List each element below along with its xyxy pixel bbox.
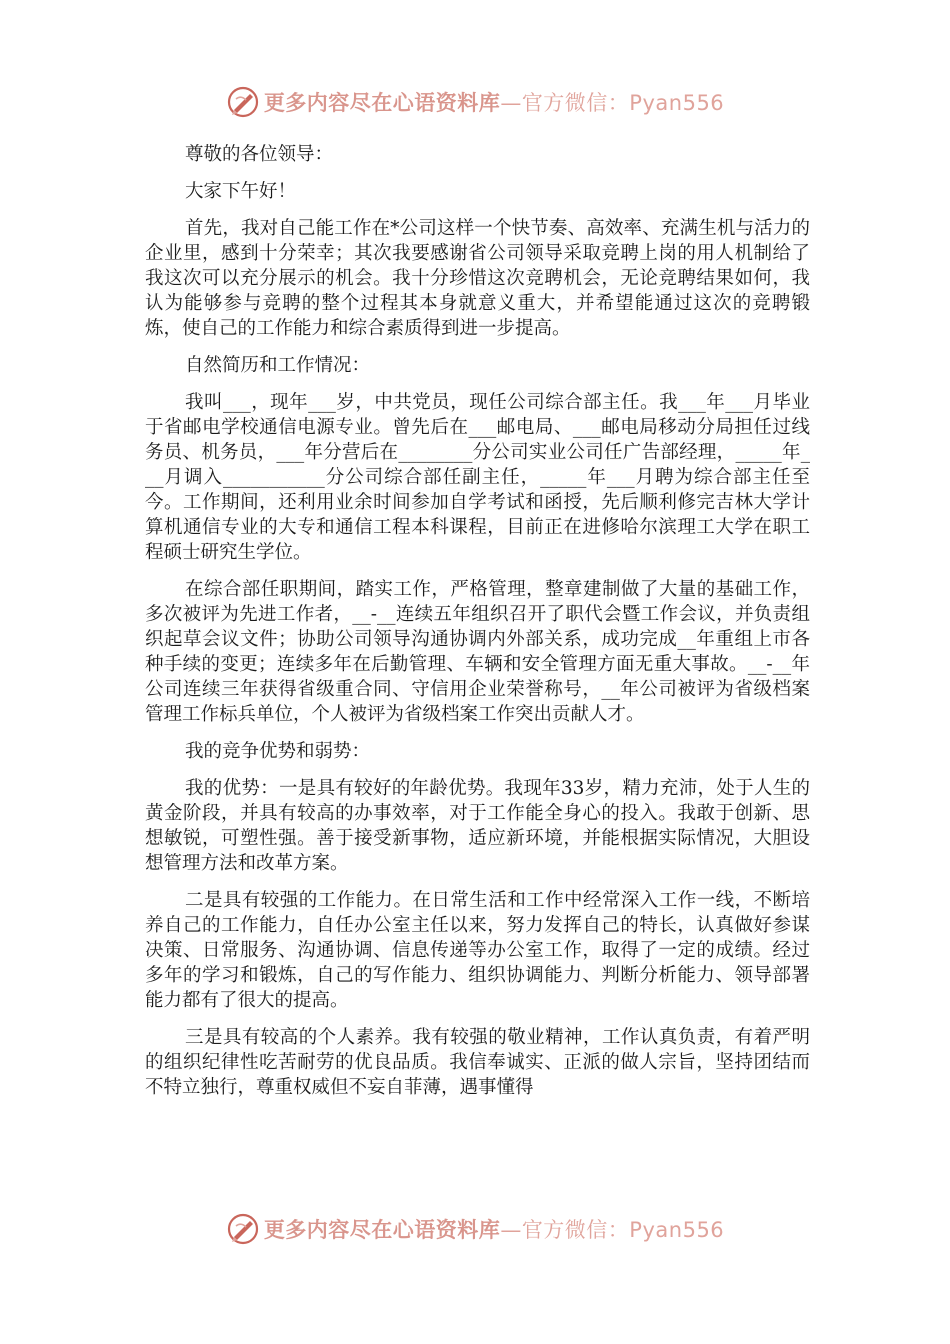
- section-heading-resume: 自然简历和工作情况：: [185, 355, 371, 376]
- pen-seal-icon: [226, 1212, 260, 1246]
- paragraph-strength-ability: 二是具有较强的工作能力。在日常生活和工作中经常深入工作一线，不断培养自己的工作能力，自任办公室主任以来，努力发挥自己的特长，认真做好参谋决策、日常服务、沟通协调、信息传递等办公室工作，取得了一定的成绩。经过多年的学习和锻炼，自己的写作能力、组织协调能力、判断分析能力、领导部署能力都有了很大的提高。: [145, 890, 810, 1011]
- watermark-text: 更多内容尽在心语资料库—官方微信：Pyan556: [263, 91, 725, 115]
- pen-seal-icon: [226, 85, 260, 119]
- section-heading-strengths: 我的竞争优势和弱势：: [185, 741, 371, 762]
- paragraph-strength-age: 我的优势：一是具有较好的年龄优势。我现年33岁，精力充沛，处于人生的黄金阶段，并具有较高的办事效率，对于工作能全身心的投入。我敢于创新、思想敏锐，可塑性强。善于接受新事物，适应新环境，并能根据实际情况，大胆设想管理方法和改革方案。: [145, 778, 810, 874]
- watermark-text: 更多内容尽在心语资料库—官方微信：Pyan556: [263, 1218, 725, 1242]
- greeting: 大家下午好！: [185, 181, 297, 202]
- salutation: 尊敬的各位领导：: [185, 144, 334, 165]
- footer-watermark-banner: [0, 1209, 950, 1249]
- wechat-id: 官方微信：Pyan556: [521, 1218, 725, 1242]
- document-body: [145, 142, 810, 1112]
- paragraph-resume: 我叫___，现年___岁，中共党员，现任公司综合部主任。我___年___月毕业于省邮电学校通信电源专业。曾先后在___邮电局、___邮电局移动分局担任过线务员、机务员，___年分营后在________分公司实业公司任广告部经理，_____年___月调入___________分公司综合部任副主任，_____年___月聘为综合部主任至今。工作期间，还利用业余时间参加自学考试和函授，先后顺利修完吉林大学计算机通信专业的大专和通信工程本科课程，目前正在进修哈尔滨理工大学在职工程硕士研究生学位。: [145, 392, 810, 563]
- paragraph-achievements: 在综合部任职期间，踏实工作，严格管理，整章建制做了大量的基础工作，多次被评为先进工作者，__-__连续五年组织召开了职代会暨工作会议，并负责组织起草会议文件；协助公司领导沟通协调内外部关系，成功完成__年重组上市各种手续的变更；连续多年在后勤管理、车辆和安全管理方面无重大事故。__-__年公司连续三年获得省级重合同、守信用企业荣誉称号，__年公司被评为省级档案管理工作标兵单位，个人被评为省级档案工作突出贡献人才。: [145, 579, 810, 725]
- paragraph-strength-character: 三是具有较高的个人素养。我有较强的敬业精神，工作认真负责，有着严明的组织纪律性吃苦耐劳的优良品质。我信奉诚实、正派的做人宗旨，坚持团结而不特立独行，尊重权威但不妄自菲薄，遇事懂得: [145, 1027, 810, 1098]
- header-watermark-banner: [0, 82, 950, 122]
- wechat-id: 官方微信：Pyan556: [521, 91, 725, 115]
- paragraph-intro: 首先，我对自己能工作在*公司这样一个快节奏、高效率、充满生机与活力的企业里，感到十分荣幸；其次我要感谢省公司领导采取竞聘上岗的用人机制给了我这次可以充分展示的机会。我十分珍惜这次竞聘机会，无论竞聘结果如何，我认为能够参与竞聘的整个过程其本身就意义重大，并希望能通过这次的竞聘锻炼，使自己的工作能力和综合素质得到进一步提高。: [145, 218, 810, 339]
